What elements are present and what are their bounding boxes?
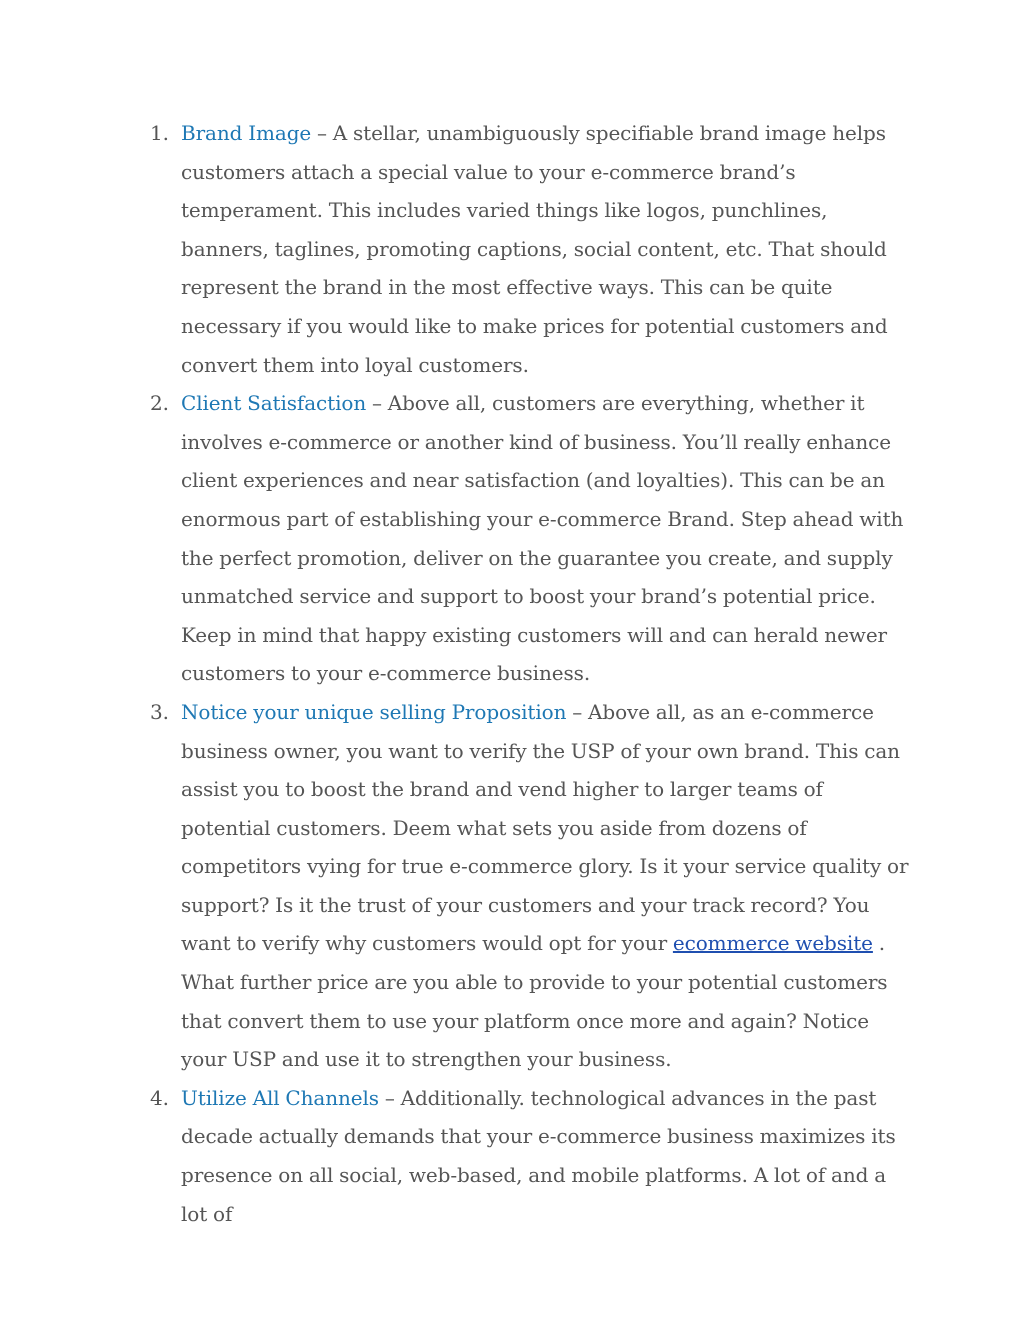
item-text: – Additionally. technological advances in the past decade actually demands that your e-commerce business maximizes its presence on all social, web-based, and mobile platforms. A lot of and a lot of xyxy=(181,1085,896,1226)
numbered-list xyxy=(146,114,916,1233)
item-text: . What further price are you able to provide to your potential customers that convert them to use your platform once more and again? Notice your USP and use it to strengthen your business. xyxy=(181,931,888,1072)
list-item xyxy=(146,1079,916,1233)
term-utilize-all-channels: Utilize All Channels xyxy=(181,1085,379,1110)
term-brand-image: Brand Image xyxy=(181,121,312,145)
list-number: 3. xyxy=(150,699,169,724)
list-item xyxy=(146,384,916,693)
list-item xyxy=(146,114,916,384)
item-text: – A stellar, unambiguously specifiable brand image helps customers attach a special value to your e-commerce brand’s temperament. This includes varied things like logos, punchlines, banners, taglines, promoting captions, social content, etc. That should represent the brand in the most effective ways. This can be quite necessary if you would like to make prices for potential customers and convert them into loyal customers. xyxy=(181,121,888,377)
list-number: 2. xyxy=(150,391,169,416)
list-item xyxy=(146,693,916,1079)
item-text: – Above all, as an e-commerce business owner, you want to verify the USP of your own brand. This can assist you to boost the brand and vend higher to larger teams of potential customers. Deem what sets you aside from dozens of competitors vying for true e-commerce glory. Is it your service quality or support? Is it the trust of your customers and your track record? You want to verify why customers would opt for your xyxy=(181,699,909,956)
ecommerce-website-link[interactable]: ecommerce website xyxy=(672,931,873,956)
list-number: 4. xyxy=(150,1085,169,1110)
term-client-satisfaction: Client Satisfaction xyxy=(181,391,367,416)
term-unique-selling-proposition: Notice your unique selling Proposition xyxy=(181,699,567,724)
list-number: 1. xyxy=(150,121,169,145)
item-text: – Above all, customers are everything, whether it involves e-commerce or another kind of business. You’ll really enhance client experiences and near satisfaction (and loyalties). This can be an enormous part of establishing your e-commerce Brand. Step ahead with the perfect promotion, deliver on the guarantee you create, and supply unmatched service and support to boost your brand’s potential price. Keep in mind that happy existing customers will and can herald newer customers to your e-commerce business. xyxy=(181,391,904,686)
